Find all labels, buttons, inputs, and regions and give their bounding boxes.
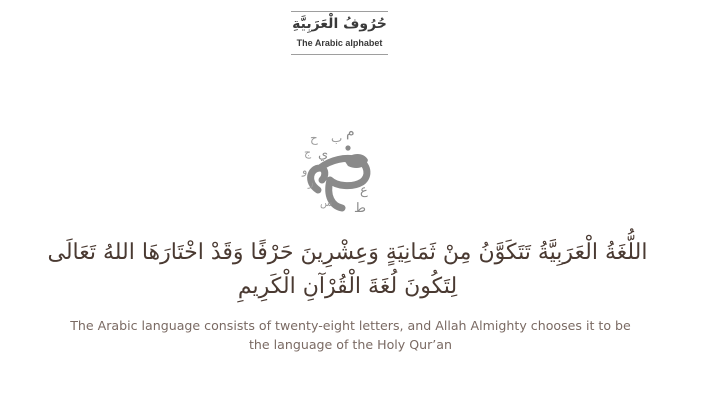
header-title-english: The Arabic alphabet [296,38,383,48]
svg-text:م: م [346,124,355,140]
arabic-line-2: لِتَكُونَ لُغَةَ الْقُرْآنِ الْكَرِيمِ [237,274,458,299]
svg-text:ع: ع [360,183,368,198]
english-line-2: the language of the Holy Qur’an [248,337,453,352]
svg-text:و: و [302,164,308,177]
svg-text:س: س [320,198,333,209]
english-description [10,316,691,354]
english-line-1: The Arabic language consists of twenty-eight letters, and Allah Almighty chooses it to be [70,318,631,333]
arabic-line-1: اللُّغَةُ الْعَرَبِيَّةُ تَتَكَوَّنُ مِنْ ثَمَانِيَةٍ وَعِشْرِينَ حَرْفًا وَقَدْ اخْتَارَهَا اللهُ تَعَالَى [47,240,648,265]
arabic-calligraphy-letters-icon [296,120,386,220]
header-title-arabic: حُرُوفُ الْعَرَبِيَّةِ [292,16,387,32]
header-divider-top [291,11,388,12]
svg-text:ر: ر [308,175,314,189]
page-header [291,11,388,55]
svg-text:ح: ح [310,131,318,145]
svg-text:ط: ط [354,201,367,216]
svg-text:ي: ي [318,147,329,162]
svg-text:ب: ب [331,131,343,145]
header-divider-bottom [291,54,388,55]
svg-text:ج: ج [304,146,312,159]
arabic-description [25,236,670,304]
